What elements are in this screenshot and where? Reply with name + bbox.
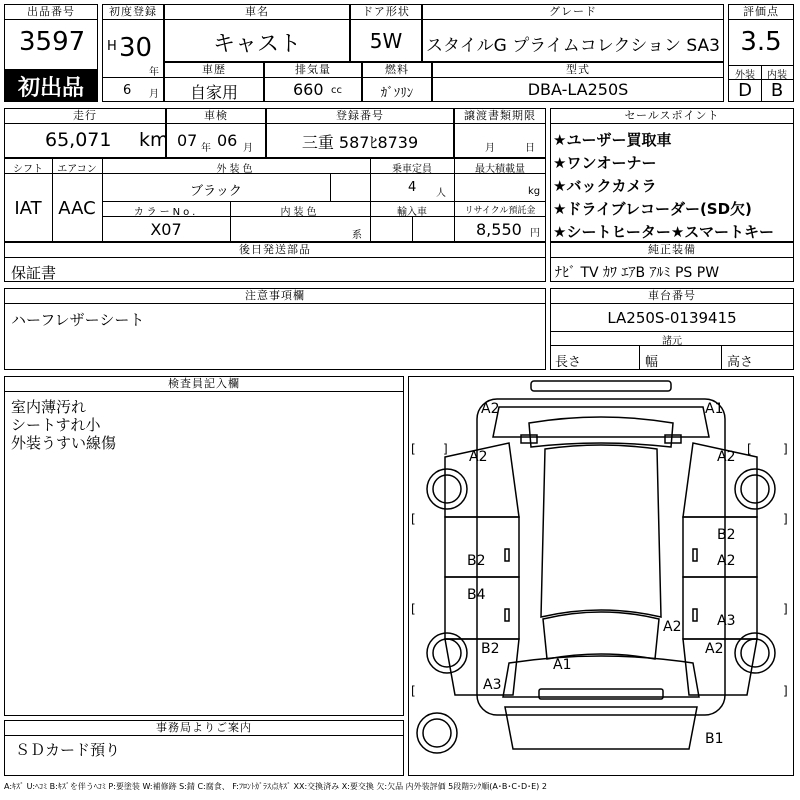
ac-label: エアコン — [57, 164, 97, 175]
damage-code: A3 — [717, 613, 736, 629]
legend-text: A:ｷｽﾞ U:ﾍｺﾐ B:ｷｽﾞを伴うﾍｺﾐ P:要塗装 W:補修跡 S:錆 C:腐食、 F:ﾌﾛﾝﾄｶﾞﾗｽ点ｷｽﾞ XX:交換済み X:要交換 欠:欠品 内外装評価 5段階ﾗﾝｸ順(A･B･C･D･E) 2 — [4, 782, 547, 791]
history-label: 車歴 — [165, 63, 263, 78]
inspection-month-unit: 月 — [243, 143, 253, 154]
deadline-box — [454, 108, 546, 158]
int-color-label: 内装色 — [280, 207, 320, 218]
score-label: 評価点 — [729, 5, 793, 20]
first-listing-label: 初出品 — [17, 76, 84, 101]
fuel-value: ｶﾞｿﾘﾝ — [380, 86, 414, 101]
recycle-unit: 円 — [530, 228, 540, 239]
int-grade-value: B — [770, 80, 784, 101]
history-box — [164, 62, 264, 102]
svg-text:]: ] — [783, 512, 788, 526]
ac-value: AAC — [58, 198, 96, 219]
year-unit: 年 — [149, 67, 159, 78]
plate-box — [266, 108, 454, 158]
mileage-value: 65,071 — [45, 129, 112, 151]
front-bumper — [531, 381, 671, 391]
sales-line-4: ★ドライブレコーダー(SD欠) — [553, 200, 752, 218]
hood-panel — [493, 407, 709, 437]
office-box — [4, 720, 404, 776]
equipment-value: ﾅﾋﾞ TV ｶﾜ ｴｱB ｱﾙﾐ PS PW — [555, 265, 720, 281]
mileage-unit: km — [139, 129, 169, 151]
damage-code: A2 — [717, 553, 736, 569]
mileage-label: 走行 — [5, 109, 165, 124]
disp-value: 660 — [293, 80, 324, 99]
capacity-value: 4 — [408, 180, 417, 195]
first-reg-box — [102, 4, 164, 102]
import-label: 輸入車 — [397, 207, 427, 218]
windshield — [529, 417, 673, 447]
rear-window — [543, 612, 659, 659]
history-value: 自家用 — [189, 83, 238, 102]
capacity-unit: 人 — [436, 188, 446, 199]
month-unit: 月 — [149, 89, 159, 100]
chassis-label: 車台番号 — [551, 289, 793, 304]
inspection-label: 車検 — [167, 109, 265, 124]
score-value: 3.5 — [740, 27, 782, 57]
damage-code: A2 — [663, 619, 682, 635]
damage-code: B2 — [717, 527, 736, 543]
sales-label: セールスポイント — [551, 109, 793, 124]
door-label: ドア形状 — [351, 5, 421, 20]
lot-box — [4, 4, 98, 102]
grade-value: スタイルG プライムコレクション SA3 — [425, 36, 720, 56]
bracket-ml: [ — [411, 512, 416, 526]
first-listing-badge — [5, 69, 97, 101]
sales-line-1: ★ユーザー買取車 — [553, 131, 672, 149]
reg-month: 6 — [123, 83, 132, 98]
dims-width-label: 幅 — [645, 355, 659, 370]
ext-grade-value: D — [738, 80, 752, 101]
grade-label: グレード — [423, 5, 723, 20]
inspector-line-2: シートすれ小 — [11, 416, 101, 434]
ext-color-label: 外装色 — [216, 164, 256, 175]
chassis-box — [550, 288, 794, 370]
score-box — [728, 4, 794, 102]
sales-line-5: ★シートヒーター★スマートキー — [553, 223, 774, 241]
office-label: 事務局よりご案内 — [5, 721, 403, 736]
later-parts-value: 保証書 — [11, 264, 57, 282]
disp-box — [264, 62, 362, 102]
damage-code: B1 — [705, 731, 724, 747]
int-grade-label: 内装 — [767, 70, 787, 81]
model-label: 型式 — [433, 63, 723, 78]
grade-box — [422, 4, 724, 62]
sales-box — [550, 108, 794, 242]
bracket-bl: [ — [411, 684, 416, 698]
bracket-mr: [ — [411, 602, 416, 616]
damage-code: A1 — [553, 657, 572, 673]
chassis-value: LA250S-0139415 — [607, 309, 737, 327]
equipment-box — [550, 242, 794, 282]
maxload-unit: kg — [528, 186, 541, 197]
car-diagram — [409, 377, 793, 775]
color-no-value: X07 — [150, 220, 182, 239]
damage-code: B2 — [467, 553, 486, 569]
name-box — [164, 4, 350, 62]
svg-text:]: ] — [783, 602, 788, 616]
deadline-month-unit: 月 — [485, 143, 495, 154]
inspection-year-unit: 年 — [201, 143, 211, 154]
damage-code: A2 — [705, 641, 724, 657]
rear-bumper-lower — [505, 707, 697, 749]
disp-unit: cc — [331, 85, 342, 96]
svg-text:]: ] — [783, 442, 788, 456]
fuel-label: 燃料 — [363, 63, 431, 78]
capacity-label: 乗車定員 — [392, 164, 432, 175]
door-box — [350, 4, 422, 62]
later-parts-box — [4, 242, 546, 282]
model-box — [432, 62, 724, 102]
deadline-day-unit: 日 — [525, 143, 535, 154]
door-value: 5W — [369, 29, 403, 53]
maxload-label: 最大積載量 — [475, 164, 525, 175]
first-reg-label: 初度登録 — [103, 5, 163, 20]
lot-number: 3597 — [19, 27, 86, 57]
damage-code: B4 — [467, 587, 486, 603]
right-rear-door — [683, 577, 757, 639]
inspector-label: 検査員記入欄 — [5, 377, 403, 392]
shift-label: シフト — [13, 164, 43, 175]
reg-year: 30 — [119, 33, 153, 63]
sales-line-2: ★ワンオーナー — [553, 154, 657, 172]
int-color-unit: 系 — [352, 230, 362, 241]
svg-text:]: ] — [783, 684, 788, 698]
recycle-label: リサイクル預託金 — [464, 206, 536, 216]
ext-color-value: ブラック — [190, 184, 242, 199]
dims-height-label: 高さ — [727, 355, 754, 370]
body-outline — [477, 399, 725, 715]
equipment-label: 純正装備 — [551, 243, 793, 258]
svg-text:]: ] — [443, 442, 448, 456]
inspection-year: 07 — [177, 131, 198, 150]
dims-label: 諸元 — [662, 336, 682, 347]
model-value: DBA-LA250S — [527, 80, 629, 99]
left-mirror — [521, 435, 537, 443]
office-value: ＳＤカード預り — [15, 741, 121, 759]
inspection-box — [166, 108, 266, 158]
damage-code: A2 — [717, 449, 736, 465]
inspector-line-3: 外装うすい線傷 — [11, 434, 117, 452]
inspection-month: 06 — [217, 131, 238, 150]
dims-length-label: 長さ — [555, 355, 582, 370]
damage-code: B2 — [481, 641, 500, 657]
roof-panel — [541, 445, 661, 617]
rear-hatch — [503, 656, 699, 697]
notes-label: 注意事項欄 — [5, 289, 545, 304]
fuel-box — [362, 62, 432, 102]
damage-code: A3 — [483, 677, 502, 693]
plate-value: 三重 587ﾋ8739 — [301, 133, 419, 152]
shift-value: IAT — [14, 198, 42, 219]
color-no-label: カラーNo. — [133, 207, 199, 218]
era: H — [107, 39, 117, 54]
recycle-value: 8,550 — [476, 220, 522, 239]
lot-label: 出品番号 — [5, 5, 97, 20]
ext-grade-label: 外装 — [735, 70, 755, 81]
notes-value: ハーフレザーシート — [11, 311, 145, 329]
bracket-tl: [ — [411, 442, 416, 456]
deadline-label: 譲渡書類期限 — [455, 109, 545, 124]
plate-label: 登録番号 — [267, 109, 453, 124]
damage-code: A2 — [481, 401, 500, 417]
bracket-tr: [ — [747, 442, 752, 456]
disp-label: 排気量 — [265, 63, 361, 78]
car-name: キャスト — [212, 32, 301, 57]
right-mirror — [665, 435, 681, 443]
car-diagram-box — [408, 376, 794, 776]
mileage-box — [4, 108, 169, 158]
damage-code: A1 — [705, 401, 724, 417]
later-parts-label: 後日発送部品 — [5, 243, 545, 258]
damage-code: A2 — [469, 449, 488, 465]
sales-line-3: ★バックカメラ — [553, 177, 657, 195]
notes-box — [4, 288, 546, 370]
name-label: 車名 — [165, 5, 349, 20]
inspector-line-1: 室内薄汚れ — [11, 398, 87, 416]
inspector-box — [4, 376, 404, 716]
